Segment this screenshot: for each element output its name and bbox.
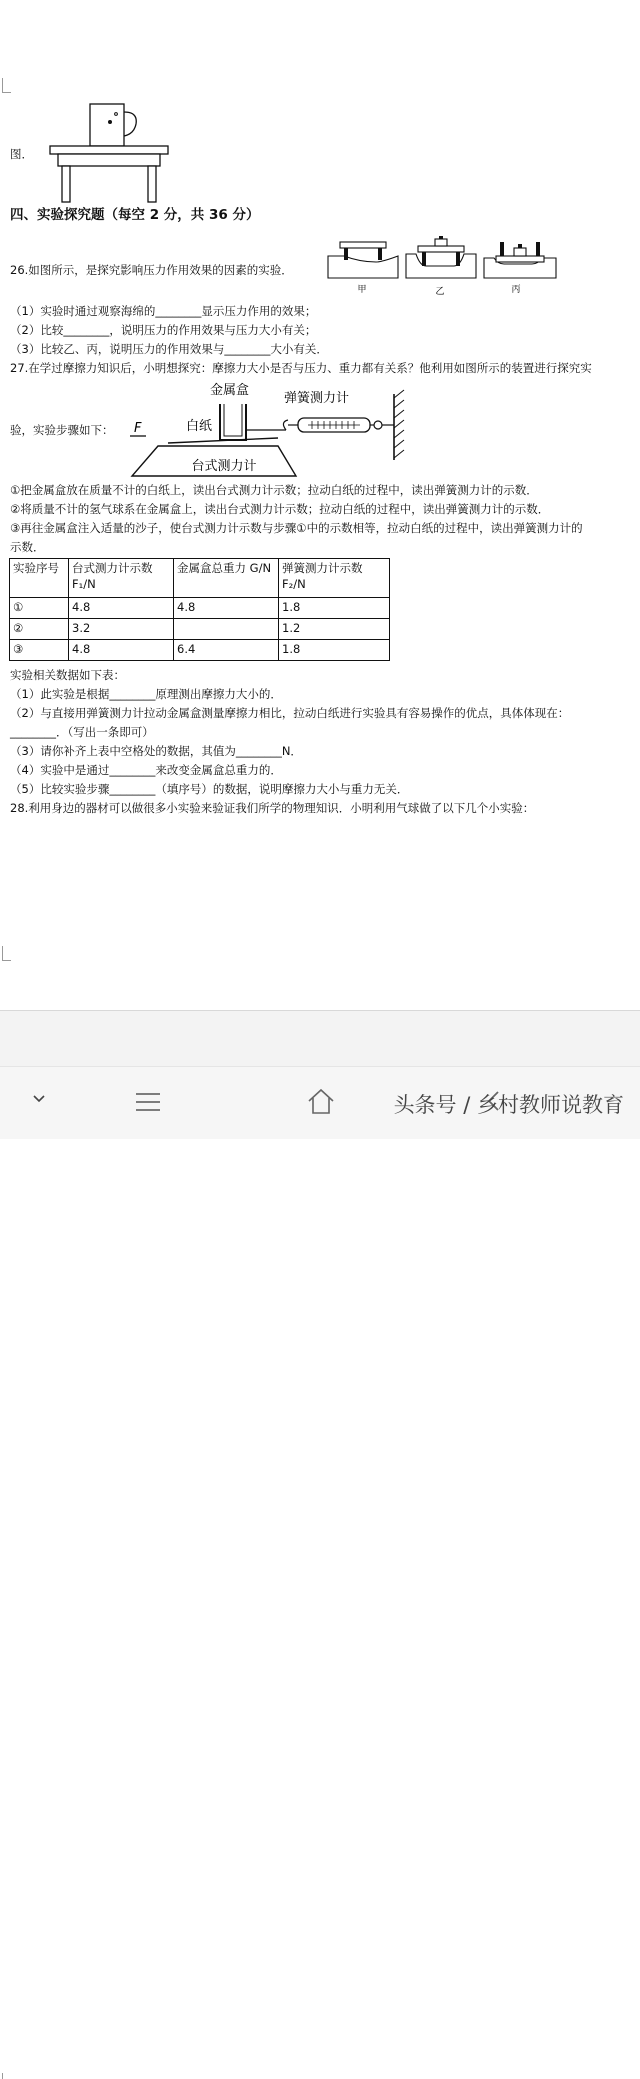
fig-label-paper: 白纸 [186, 419, 213, 434]
table-cell [174, 619, 279, 640]
q25-tail-text: 图． [10, 147, 33, 161]
q27-question-5: （5）比较实验步骤________（填序号）的数据，说明摩擦力大小与重力无关． [10, 782, 409, 796]
fig-label-spring-scale: 弹簧测力计 [284, 391, 350, 406]
chevron-down-icon[interactable] [31, 1091, 47, 1110]
q27-step-3-cont: 示数． [10, 540, 45, 554]
page-corner-mark [2, 946, 11, 961]
menu-icon[interactable] [134, 1091, 162, 1117]
table-header-cell: 弹簧测力计示数 F₂/N [279, 559, 390, 598]
q27-question-2-cont: ________．（写出一条即可） [10, 725, 154, 739]
q27-question-4: （4）实验中是通过________来改变金属盒总重力的． [10, 763, 282, 777]
q27-question-2: （2）与直接用弹簧测力计拉动金属盒测量摩擦力相比，拉动白纸进行实验具有容易操作的优点，具体体现在： [10, 706, 570, 720]
fig-label-force: F [134, 421, 142, 436]
table-cell: 3.2 [69, 619, 174, 640]
table-cell: 4.8 [69, 640, 174, 661]
q27-question-1: （1）此实验是根据________原理测出摩擦力大小的． [10, 687, 282, 701]
q27-stem-cont: 验，实验步骤如下： [10, 423, 114, 437]
cup-on-table-figure [40, 98, 180, 204]
q27-stem: 27.在学过摩擦力知识后，小明想探究：摩擦力大小是否与压力、重力都有关系？他利用如图所示的装置进行探究实 [10, 361, 592, 375]
table-cell: 4.8 [174, 598, 279, 619]
table-cell: 4.8 [69, 598, 174, 619]
table-header-cell: 台式测力计示数 F₁/N [69, 559, 174, 598]
table-cell: ① [10, 598, 69, 619]
table-row [10, 640, 390, 661]
q27-question-3: （3）请你补齐上表中空格处的数据，其值为________N． [10, 744, 302, 758]
q28-stem: 28.利用身边的器材可以做很多小实验来验证我们所学的物理知识．小明利用气球做了以下几个小实验： [10, 801, 535, 815]
fig-label-bing: 丙 [511, 285, 521, 295]
table-cell: 1.2 [279, 619, 390, 640]
table-cell: ② [10, 619, 69, 640]
table-cell: ③ [10, 640, 69, 661]
q27-friction-apparatus-figure [128, 376, 438, 480]
section-title: 四、实验探究题（每空 2 分，共 36 分） [10, 207, 260, 223]
q26-item-2: （2）比较________，说明压力的作用效果与压力大小有关； [10, 323, 317, 337]
q27-step-3: ③再往金属盒注入适量的沙子，使台式测力计示数与步骤①中的示数相等，拉动白纸的过程中，读出弹簧测力计的 [10, 521, 583, 535]
fig-label-box: 金属盒 [210, 383, 250, 398]
q27-table-note: 实验相关数据如下表： [10, 668, 125, 682]
table-cell: 6.4 [174, 640, 279, 661]
table-row [10, 619, 390, 640]
home-icon[interactable] [306, 1087, 336, 1119]
table-row [10, 598, 390, 619]
document-page [0, 0, 640, 1010]
q26-item-1: （1）实验时通过观察海绵的________显示压力作用的效果； [10, 304, 317, 318]
brand-watermark: 头条号 / 乡村教师说教育 [393, 1093, 624, 1117]
table-header-row [10, 559, 390, 598]
q26-item-3: （3）比较乙、丙，说明压力的作用效果与________大小有关． [10, 342, 328, 356]
table-header-cell: 实验序号 [10, 559, 69, 598]
fig-label-platform: 台式测力计 [191, 459, 257, 474]
q26-stem: 26.如图所示，是探究影响压力作用效果的因素的实验． [10, 263, 293, 277]
table-cell: 1.8 [279, 598, 390, 619]
table-cell: 1.8 [279, 640, 390, 661]
page-corner-mark [2, 78, 11, 93]
fig-label-yi: 乙 [435, 287, 445, 296]
q27-step-2: ②将质量不计的氢气球系在金属盒上，读出台式测力计示数；拉动白纸的过程中，读出弹簧测力计的示数． [10, 502, 550, 516]
bottom-nav-bar [0, 1066, 640, 1139]
page-gap [0, 1011, 640, 1066]
q27-step-1: ①把金属盒放在质量不计的白纸上，读出台式测力计示数；拉动白纸的过程中，读出弹簧测力计的示数． [10, 483, 538, 497]
page-corner-mark [2, 2073, 11, 2079]
q27-data-table [9, 558, 390, 661]
fig-label-jia: 甲 [357, 285, 367, 295]
q26-sponge-figures [326, 236, 558, 296]
table-header-cell: 金属盒总重力 G/N [174, 559, 279, 598]
